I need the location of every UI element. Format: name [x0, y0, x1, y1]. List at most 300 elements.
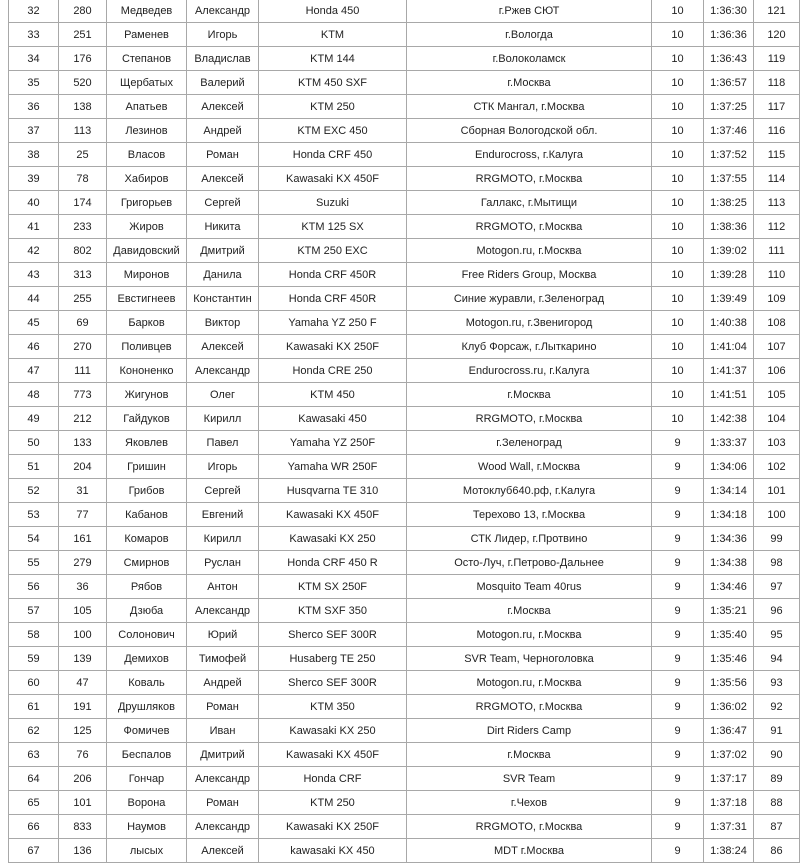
cell-first-name: Антон [187, 575, 259, 599]
cell-motorcycle: KTM 250 [259, 95, 407, 119]
cell-motorcycle: Honda CRF [259, 767, 407, 791]
cell-laps: 10 [652, 287, 704, 311]
cell-bib-number: 280 [59, 0, 107, 23]
cell-team-city: Endurocross.ru, г.Калуга [407, 359, 652, 383]
cell-time: 1:36:57 [704, 71, 754, 95]
cell-points: 111 [754, 239, 800, 263]
cell-time: 1:36:36 [704, 23, 754, 47]
cell-time: 1:36:47 [704, 719, 754, 743]
table-row [9, 479, 800, 503]
cell-time: 1:36:43 [704, 47, 754, 71]
cell-points: 88 [754, 791, 800, 815]
cell-first-name: Никита [187, 215, 259, 239]
cell-motorcycle: Yamaha WR 250F [259, 455, 407, 479]
cell-last-name: Власов [107, 143, 187, 167]
cell-laps: 9 [652, 479, 704, 503]
cell-first-name: Дмитрий [187, 743, 259, 767]
cell-bib-number: 138 [59, 95, 107, 119]
cell-points: 115 [754, 143, 800, 167]
cell-last-name: Миронов [107, 263, 187, 287]
cell-time: 1:34:38 [704, 551, 754, 575]
cell-motorcycle: Yamaha YZ 250 F [259, 311, 407, 335]
cell-motorcycle: Honda CRF 450 [259, 143, 407, 167]
cell-first-name: Евгений [187, 503, 259, 527]
cell-points: 120 [754, 23, 800, 47]
cell-place: 41 [9, 215, 59, 239]
cell-first-name: Игорь [187, 23, 259, 47]
cell-motorcycle: Kawasaki KX 450F [259, 167, 407, 191]
cell-first-name: Сергей [187, 191, 259, 215]
cell-motorcycle: KTM 350 [259, 695, 407, 719]
cell-motorcycle: KTM 250 [259, 791, 407, 815]
cell-place: 36 [9, 95, 59, 119]
cell-last-name: Ворона [107, 791, 187, 815]
cell-bib-number: 77 [59, 503, 107, 527]
cell-place: 38 [9, 143, 59, 167]
cell-first-name: Юрий [187, 623, 259, 647]
cell-laps: 10 [652, 335, 704, 359]
cell-motorcycle: KTM 450 SXF [259, 71, 407, 95]
cell-team-city: г.Москва [407, 743, 652, 767]
cell-time: 1:41:51 [704, 383, 754, 407]
cell-team-city: г.Ржев СЮТ [407, 0, 652, 23]
table-row [9, 599, 800, 623]
cell-first-name: Павел [187, 431, 259, 455]
cell-last-name: Фомичев [107, 719, 187, 743]
cell-place: 58 [9, 623, 59, 647]
cell-first-name: Иван [187, 719, 259, 743]
cell-bib-number: 125 [59, 719, 107, 743]
cell-time: 1:37:55 [704, 167, 754, 191]
cell-place: 56 [9, 575, 59, 599]
cell-points: 113 [754, 191, 800, 215]
cell-team-city: Галлакс, г.Мытищи [407, 191, 652, 215]
cell-laps: 10 [652, 119, 704, 143]
cell-points: 87 [754, 815, 800, 839]
cell-last-name: Давидовский [107, 239, 187, 263]
cell-place: 60 [9, 671, 59, 695]
table-row [9, 647, 800, 671]
cell-first-name: Александр [187, 815, 259, 839]
cell-motorcycle: Yamaha YZ 250F [259, 431, 407, 455]
cell-motorcycle: KTM EXC 450 [259, 119, 407, 143]
cell-points: 106 [754, 359, 800, 383]
cell-place: 63 [9, 743, 59, 767]
cell-laps: 9 [652, 575, 704, 599]
cell-laps: 9 [652, 599, 704, 623]
cell-laps: 9 [652, 839, 704, 863]
table-row [9, 239, 800, 263]
table-row [9, 215, 800, 239]
cell-last-name: Яковлев [107, 431, 187, 455]
table-row [9, 311, 800, 335]
table-row [9, 335, 800, 359]
cell-bib-number: 25 [59, 143, 107, 167]
table-row [9, 767, 800, 791]
cell-laps: 10 [652, 143, 704, 167]
cell-points: 100 [754, 503, 800, 527]
cell-laps: 9 [652, 623, 704, 647]
cell-points: 102 [754, 455, 800, 479]
cell-points: 94 [754, 647, 800, 671]
cell-bib-number: 204 [59, 455, 107, 479]
cell-laps: 9 [652, 695, 704, 719]
cell-last-name: Гришин [107, 455, 187, 479]
cell-time: 1:36:30 [704, 0, 754, 23]
cell-place: 61 [9, 695, 59, 719]
cell-first-name: Сергей [187, 479, 259, 503]
cell-time: 1:38:25 [704, 191, 754, 215]
cell-place: 46 [9, 335, 59, 359]
cell-team-city: г.Москва [407, 599, 652, 623]
cell-last-name: Дзюба [107, 599, 187, 623]
cell-laps: 10 [652, 383, 704, 407]
table-row [9, 167, 800, 191]
cell-points: 103 [754, 431, 800, 455]
cell-place: 59 [9, 647, 59, 671]
cell-team-city: RRGMOTO, г.Москва [407, 695, 652, 719]
cell-last-name: Григорьев [107, 191, 187, 215]
table-row [9, 575, 800, 599]
cell-points: 108 [754, 311, 800, 335]
cell-place: 65 [9, 791, 59, 815]
cell-last-name: Коваль [107, 671, 187, 695]
cell-time: 1:35:46 [704, 647, 754, 671]
cell-time: 1:35:40 [704, 623, 754, 647]
cell-team-city: Free Riders Group, Москва [407, 263, 652, 287]
cell-first-name: Алексей [187, 839, 259, 863]
cell-last-name: Жигунов [107, 383, 187, 407]
cell-motorcycle: Kawasaki KX 250F [259, 815, 407, 839]
results-table [8, 0, 800, 863]
cell-time: 1:37:25 [704, 95, 754, 119]
cell-time: 1:41:37 [704, 359, 754, 383]
cell-place: 67 [9, 839, 59, 863]
table-row [9, 743, 800, 767]
cell-team-city: г.Зеленоград [407, 431, 652, 455]
cell-last-name: Апатьев [107, 95, 187, 119]
table-row [9, 143, 800, 167]
cell-time: 1:38:36 [704, 215, 754, 239]
results-body [9, 0, 800, 863]
cell-time: 1:37:31 [704, 815, 754, 839]
cell-points: 101 [754, 479, 800, 503]
table-row [9, 47, 800, 71]
cell-points: 119 [754, 47, 800, 71]
cell-laps: 10 [652, 311, 704, 335]
cell-bib-number: 100 [59, 623, 107, 647]
cell-first-name: Александр [187, 599, 259, 623]
cell-place: 66 [9, 815, 59, 839]
cell-team-city: Endurocross, г.Калуга [407, 143, 652, 167]
cell-motorcycle: Honda CRF 450R [259, 287, 407, 311]
cell-time: 1:34:18 [704, 503, 754, 527]
cell-place: 49 [9, 407, 59, 431]
cell-bib-number: 136 [59, 839, 107, 863]
cell-points: 89 [754, 767, 800, 791]
cell-last-name: Кононенко [107, 359, 187, 383]
cell-first-name: Роман [187, 791, 259, 815]
cell-bib-number: 313 [59, 263, 107, 287]
cell-laps: 9 [652, 431, 704, 455]
cell-laps: 9 [652, 743, 704, 767]
cell-laps: 10 [652, 407, 704, 431]
cell-place: 51 [9, 455, 59, 479]
cell-first-name: Алексей [187, 167, 259, 191]
table-row [9, 551, 800, 575]
cell-first-name: Игорь [187, 455, 259, 479]
cell-laps: 10 [652, 359, 704, 383]
cell-first-name: Руслан [187, 551, 259, 575]
cell-first-name: Данила [187, 263, 259, 287]
cell-team-city: Синие журавли, г.Зеленоград [407, 287, 652, 311]
cell-team-city: SVR Team, Черноголовка [407, 647, 652, 671]
cell-motorcycle: Honda 450 [259, 0, 407, 23]
cell-last-name: Демихов [107, 647, 187, 671]
cell-first-name: Алексей [187, 335, 259, 359]
cell-first-name: Дмитрий [187, 239, 259, 263]
cell-time: 1:42:38 [704, 407, 754, 431]
cell-team-city: СТК Лидер, г.Протвино [407, 527, 652, 551]
cell-last-name: Гайдуков [107, 407, 187, 431]
table-row [9, 431, 800, 455]
table-row [9, 455, 800, 479]
cell-bib-number: 111 [59, 359, 107, 383]
cell-team-city: СТК Мангал, г.Москва [407, 95, 652, 119]
cell-last-name: Смирнов [107, 551, 187, 575]
table-row [9, 95, 800, 119]
cell-points: 117 [754, 95, 800, 119]
cell-team-city: Motogon.ru, г.Москва [407, 671, 652, 695]
table-row [9, 719, 800, 743]
cell-bib-number: 520 [59, 71, 107, 95]
cell-first-name: Роман [187, 695, 259, 719]
cell-place: 33 [9, 23, 59, 47]
cell-last-name: Друшляков [107, 695, 187, 719]
cell-laps: 10 [652, 71, 704, 95]
cell-laps: 9 [652, 455, 704, 479]
cell-motorcycle: Sherco SEF 300R [259, 671, 407, 695]
cell-bib-number: 206 [59, 767, 107, 791]
cell-time: 1:35:21 [704, 599, 754, 623]
cell-team-city: Dirt Riders Camp [407, 719, 652, 743]
table-row [9, 527, 800, 551]
cell-bib-number: 76 [59, 743, 107, 767]
cell-last-name: Рябов [107, 575, 187, 599]
cell-time: 1:36:02 [704, 695, 754, 719]
cell-team-city: Терехово 13, г.Москва [407, 503, 652, 527]
cell-last-name: Грибов [107, 479, 187, 503]
table-row [9, 23, 800, 47]
cell-time: 1:37:52 [704, 143, 754, 167]
table-row [9, 791, 800, 815]
cell-place: 52 [9, 479, 59, 503]
table-row [9, 503, 800, 527]
cell-motorcycle: Suzuki [259, 191, 407, 215]
cell-bib-number: 47 [59, 671, 107, 695]
cell-bib-number: 36 [59, 575, 107, 599]
cell-laps: 9 [652, 671, 704, 695]
cell-team-city: г.Москва [407, 383, 652, 407]
table-row [9, 671, 800, 695]
cell-points: 91 [754, 719, 800, 743]
cell-motorcycle: Husqvarna TE 310 [259, 479, 407, 503]
cell-bib-number: 233 [59, 215, 107, 239]
cell-points: 86 [754, 839, 800, 863]
cell-motorcycle: KTM [259, 23, 407, 47]
cell-laps: 10 [652, 0, 704, 23]
cell-time: 1:39:02 [704, 239, 754, 263]
cell-first-name: Тимофей [187, 647, 259, 671]
cell-time: 1:35:56 [704, 671, 754, 695]
table-row [9, 119, 800, 143]
cell-points: 105 [754, 383, 800, 407]
cell-team-city: MDT г.Москва [407, 839, 652, 863]
cell-points: 116 [754, 119, 800, 143]
cell-place: 35 [9, 71, 59, 95]
cell-time: 1:39:28 [704, 263, 754, 287]
cell-motorcycle: KTM 250 EXC [259, 239, 407, 263]
cell-first-name: Андрей [187, 671, 259, 695]
cell-bib-number: 270 [59, 335, 107, 359]
cell-team-city: RRGMOTO, г.Москва [407, 815, 652, 839]
cell-team-city: г.Чехов [407, 791, 652, 815]
cell-bib-number: 255 [59, 287, 107, 311]
cell-laps: 9 [652, 503, 704, 527]
cell-bib-number: 31 [59, 479, 107, 503]
cell-bib-number: 191 [59, 695, 107, 719]
cell-laps: 9 [652, 551, 704, 575]
cell-points: 110 [754, 263, 800, 287]
cell-time: 1:34:14 [704, 479, 754, 503]
table-row [9, 695, 800, 719]
cell-bib-number: 251 [59, 23, 107, 47]
table-row [9, 263, 800, 287]
cell-place: 39 [9, 167, 59, 191]
cell-motorcycle: Kawasaki KX 450F [259, 743, 407, 767]
cell-time: 1:37:18 [704, 791, 754, 815]
cell-place: 53 [9, 503, 59, 527]
cell-time: 1:38:24 [704, 839, 754, 863]
cell-team-city: Mosquito Team 40rus [407, 575, 652, 599]
cell-bib-number: 212 [59, 407, 107, 431]
cell-bib-number: 113 [59, 119, 107, 143]
table-row [9, 383, 800, 407]
cell-motorcycle: KTM 125 SX [259, 215, 407, 239]
cell-points: 99 [754, 527, 800, 551]
cell-bib-number: 78 [59, 167, 107, 191]
cell-points: 118 [754, 71, 800, 95]
cell-time: 1:39:49 [704, 287, 754, 311]
cell-place: 43 [9, 263, 59, 287]
cell-points: 121 [754, 0, 800, 23]
cell-points: 95 [754, 623, 800, 647]
cell-place: 40 [9, 191, 59, 215]
cell-team-city: г.Вологда [407, 23, 652, 47]
cell-laps: 10 [652, 95, 704, 119]
cell-motorcycle: Kawasaki KX 250F [259, 335, 407, 359]
cell-first-name: Владислав [187, 47, 259, 71]
cell-time: 1:37:02 [704, 743, 754, 767]
cell-laps: 10 [652, 239, 704, 263]
cell-last-name: Комаров [107, 527, 187, 551]
cell-bib-number: 279 [59, 551, 107, 575]
cell-points: 96 [754, 599, 800, 623]
cell-place: 45 [9, 311, 59, 335]
cell-laps: 10 [652, 263, 704, 287]
cell-last-name: Беспалов [107, 743, 187, 767]
cell-points: 90 [754, 743, 800, 767]
cell-time: 1:33:37 [704, 431, 754, 455]
cell-bib-number: 161 [59, 527, 107, 551]
cell-laps: 10 [652, 167, 704, 191]
cell-team-city: Motogon.ru, г.Москва [407, 623, 652, 647]
cell-laps: 9 [652, 815, 704, 839]
cell-first-name: Виктор [187, 311, 259, 335]
cell-motorcycle: KTM SXF 350 [259, 599, 407, 623]
cell-first-name: Александр [187, 767, 259, 791]
cell-first-name: Кирилл [187, 527, 259, 551]
cell-first-name: Кирилл [187, 407, 259, 431]
table-row [9, 359, 800, 383]
table-row [9, 71, 800, 95]
table-row [9, 407, 800, 431]
cell-points: 104 [754, 407, 800, 431]
cell-place: 34 [9, 47, 59, 71]
cell-place: 48 [9, 383, 59, 407]
cell-place: 64 [9, 767, 59, 791]
cell-time: 1:37:17 [704, 767, 754, 791]
cell-last-name: Наумов [107, 815, 187, 839]
cell-team-city: Сборная Вологодской обл. [407, 119, 652, 143]
table-row [9, 815, 800, 839]
cell-points: 92 [754, 695, 800, 719]
cell-last-name: Поливцев [107, 335, 187, 359]
cell-place: 44 [9, 287, 59, 311]
table-row [9, 0, 800, 23]
cell-points: 107 [754, 335, 800, 359]
cell-last-name: Лезинов [107, 119, 187, 143]
cell-last-name: Кабанов [107, 503, 187, 527]
cell-team-city: Мотоклуб640.рф, г.Калуга [407, 479, 652, 503]
cell-time: 1:34:06 [704, 455, 754, 479]
cell-first-name: Александр [187, 359, 259, 383]
cell-team-city: SVR Team [407, 767, 652, 791]
cell-motorcycle: Kawasaki KX 250 [259, 527, 407, 551]
cell-points: 97 [754, 575, 800, 599]
cell-bib-number: 105 [59, 599, 107, 623]
cell-motorcycle: Kawasaki 450 [259, 407, 407, 431]
cell-points: 98 [754, 551, 800, 575]
cell-laps: 10 [652, 23, 704, 47]
cell-last-name: Раменев [107, 23, 187, 47]
cell-place: 50 [9, 431, 59, 455]
cell-place: 32 [9, 0, 59, 23]
cell-bib-number: 176 [59, 47, 107, 71]
cell-last-name: Степанов [107, 47, 187, 71]
cell-time: 1:34:46 [704, 575, 754, 599]
cell-first-name: Роман [187, 143, 259, 167]
cell-bib-number: 101 [59, 791, 107, 815]
cell-place: 54 [9, 527, 59, 551]
cell-motorcycle: Honda CRE 250 [259, 359, 407, 383]
cell-team-city: Wood Wall, г.Москва [407, 455, 652, 479]
cell-motorcycle: kawasaki KX 450 [259, 839, 407, 863]
cell-bib-number: 773 [59, 383, 107, 407]
cell-first-name: Валерий [187, 71, 259, 95]
cell-points: 112 [754, 215, 800, 239]
cell-time: 1:40:38 [704, 311, 754, 335]
